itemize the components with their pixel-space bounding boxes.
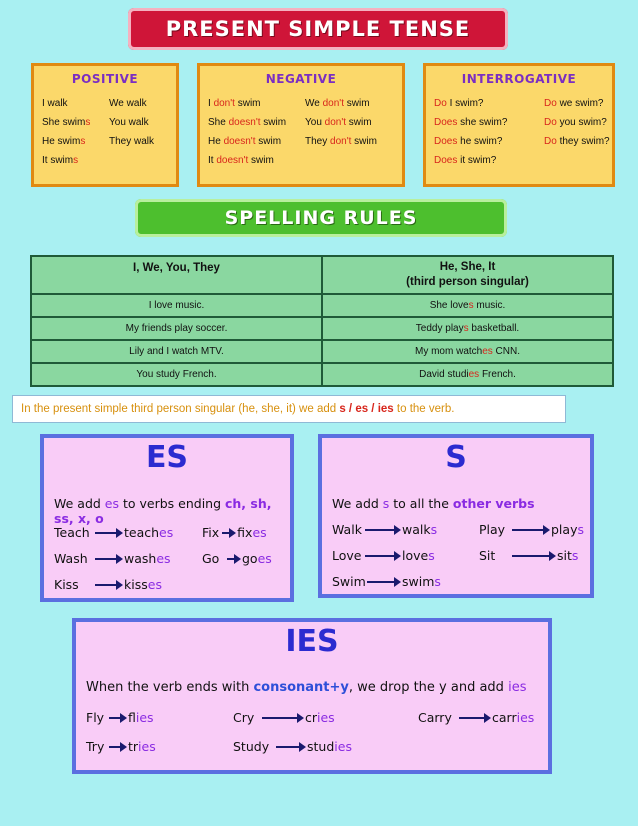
es-pair: Kiss kiss es — [54, 577, 162, 592]
s-description: We add s to all the other verbs — [332, 496, 535, 511]
positive-item: We walk — [109, 98, 147, 109]
ies-title: IES — [285, 624, 339, 659]
arrow-icon — [365, 529, 399, 531]
arrow-icon — [109, 746, 125, 748]
arrow-icon — [95, 558, 121, 560]
interrogative-item: Does he swim? — [434, 136, 503, 147]
positive-item: You walk — [109, 117, 149, 128]
arrow-icon — [367, 581, 399, 583]
arrow-icon — [262, 717, 302, 719]
negative-item: She doesn't swim — [208, 117, 287, 128]
spelling-rules-title: SPELLING RULES — [224, 207, 418, 229]
negative-item: They don't swim — [305, 136, 377, 147]
positive-box — [31, 63, 179, 187]
arrow-icon — [95, 532, 121, 534]
table-cell: My friends play soccer. — [31, 317, 322, 340]
interrogative-item: Does it swim? — [434, 155, 497, 166]
s-pair: Love love s — [332, 548, 435, 563]
table-cell: You study French. — [31, 363, 322, 386]
es-description: We add es to verbs ending ch, sh, ss, x, o — [54, 496, 272, 526]
interrogative-item: Does she swim? — [434, 117, 508, 128]
arrow-icon — [276, 746, 304, 748]
s-pair: Play play s — [479, 522, 584, 537]
es-rule-box — [40, 434, 294, 602]
table-cell: I love music. — [31, 294, 322, 317]
es-pair: Go go es — [202, 551, 272, 566]
negative-list — [200, 86, 402, 166]
interrogative-box — [423, 63, 615, 187]
negative-item: We don't swim — [305, 98, 370, 109]
arrow-icon — [227, 558, 239, 560]
arrow-icon — [109, 717, 125, 719]
s-pair: Swim swim s — [332, 574, 441, 589]
arrow-icon — [512, 555, 554, 557]
interrogative-list — [426, 86, 612, 166]
negative-item: You don't swim — [305, 117, 372, 128]
table-cell: My mom watches CNN. — [322, 340, 613, 363]
es-title: ES — [145, 440, 189, 475]
table-header-left: I, We, You, They — [31, 256, 322, 294]
table-row — [31, 294, 613, 317]
arrow-icon — [512, 529, 548, 531]
es-pair: Teach teach es — [54, 525, 174, 540]
negative-item: I don't swim — [208, 98, 261, 109]
ies-pair: Cry cr ies — [233, 710, 335, 725]
arrow-icon — [95, 584, 121, 586]
negative-heading: NEGATIVE — [265, 72, 337, 86]
positive-heading: POSITIVE — [71, 72, 139, 86]
note-suffixes: s / es / ies — [339, 403, 394, 415]
rule-note: In the present simple third person singular (he, she, it) we add s / es / ies to the verb. — [12, 395, 566, 423]
table-header-right: He, She, It (third person singular) — [322, 256, 613, 294]
spelling-table — [30, 255, 614, 387]
ies-pair: Study stud ies — [233, 739, 352, 754]
negative-box — [197, 63, 405, 187]
table-row — [31, 363, 613, 386]
s-title: S — [445, 440, 467, 475]
arrow-icon — [222, 532, 234, 534]
ies-pair: Fly fl ies — [86, 710, 154, 725]
es-pair: Fix fix es — [202, 525, 267, 540]
table-header-row — [31, 256, 613, 294]
s-pair: Walk walk s — [332, 522, 438, 537]
positive-item: I walk — [42, 98, 68, 109]
negative-item: He doesn't swim — [208, 136, 282, 147]
s-pair: Sit sit s — [479, 548, 579, 563]
es-pair: Wash wash es — [54, 551, 171, 566]
spelling-rules-banner — [135, 199, 507, 237]
table-row — [31, 340, 613, 363]
positive-list — [34, 86, 176, 166]
interrogative-item: Do you swim? — [544, 117, 607, 128]
interrogative-item: Do I swim? — [434, 98, 484, 109]
ies-pair: Carry carr ies — [418, 710, 535, 725]
interrogative-heading: INTERROGATIVE — [461, 72, 577, 86]
page-title: PRESENT SIMPLE TENSE — [165, 17, 471, 41]
positive-item: They walk — [109, 136, 155, 147]
interrogative-item: Do they swim? — [544, 136, 610, 147]
table-cell: Lily and I watch MTV. — [31, 340, 322, 363]
arrow-icon — [365, 555, 399, 557]
positive-item: It swims — [42, 155, 79, 166]
ies-pair: Try tr ies — [86, 739, 156, 754]
table-row — [31, 317, 613, 340]
positive-item: He swims — [42, 136, 86, 147]
negative-item: It doesn't swim — [208, 155, 274, 166]
table-cell: David studies French. — [322, 363, 613, 386]
title-banner — [128, 8, 508, 50]
s-rule-box — [318, 434, 594, 598]
arrow-icon — [459, 717, 489, 719]
interrogative-item: Do we swim? — [544, 98, 604, 109]
table-cell: Teddy plays basketball. — [322, 317, 613, 340]
table-cell: She loves music. — [322, 294, 613, 317]
ies-description: When the verb ends with consonant+y, we drop the y and add ies — [86, 680, 527, 695]
positive-item: She swims — [42, 117, 91, 128]
ies-rule-box — [72, 618, 552, 774]
